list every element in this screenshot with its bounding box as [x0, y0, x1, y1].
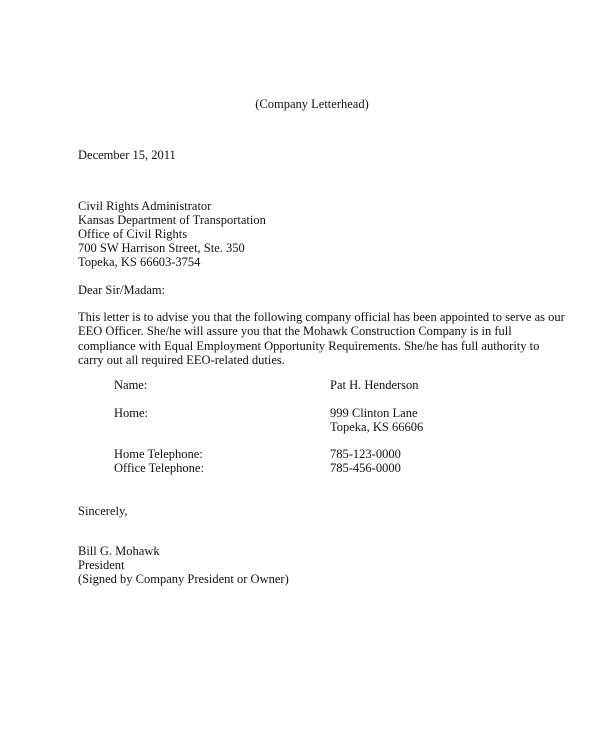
signer-name: Bill G. Mohawk — [78, 544, 160, 558]
recipient-line: Topeka, KS 66603-3754 — [78, 255, 201, 269]
home-address-line: 999 Clinton Lane — [330, 406, 418, 420]
body-line: carry out all required EEO-related duties. — [78, 352, 285, 367]
recipient-address — [78, 199, 266, 269]
home-label: Home: — [114, 406, 149, 420]
signature-note: (Signed by Company President or Owner) — [78, 572, 289, 586]
letterhead-placeholder: (Company Letterhead) — [255, 97, 369, 111]
salutation: Dear Sir/Madam: — [78, 283, 166, 297]
name-value: Pat H. Henderson — [330, 378, 419, 392]
home-address-line: Topeka, KS 66606 — [330, 420, 424, 434]
recipient-line: Kansas Department of Transportation — [78, 213, 266, 227]
office-telephone-label: Office Telephone: — [114, 461, 204, 475]
name-label: Name: — [114, 378, 148, 392]
letter-date: December 15, 2011 — [78, 148, 176, 162]
body-line: EEO Officer. She/he will assure you that the Mohawk Construction Company is in full — [78, 324, 512, 339]
recipient-line: Office of Civil Rights — [78, 227, 188, 241]
office-telephone-value: 785-456-0000 — [330, 461, 401, 475]
body-paragraph — [78, 310, 565, 367]
signature-block — [78, 544, 289, 586]
recipient-line: 700 SW Harrison Street, Ste. 350 — [78, 241, 245, 255]
signer-title: President — [78, 558, 125, 572]
body-line: This letter is to advise you that the following company official has been appointed to serve as our — [78, 310, 565, 324]
recipient-line: Civil Rights Administrator — [78, 199, 212, 213]
home-telephone-value: 785-123-0000 — [330, 447, 401, 461]
closing: Sincerely, — [78, 504, 128, 518]
body-line: compliance with Equal Employment Opportunity Requirements. She/he has full authority to — [78, 338, 540, 353]
home-telephone-label: Home Telephone: — [114, 447, 203, 461]
